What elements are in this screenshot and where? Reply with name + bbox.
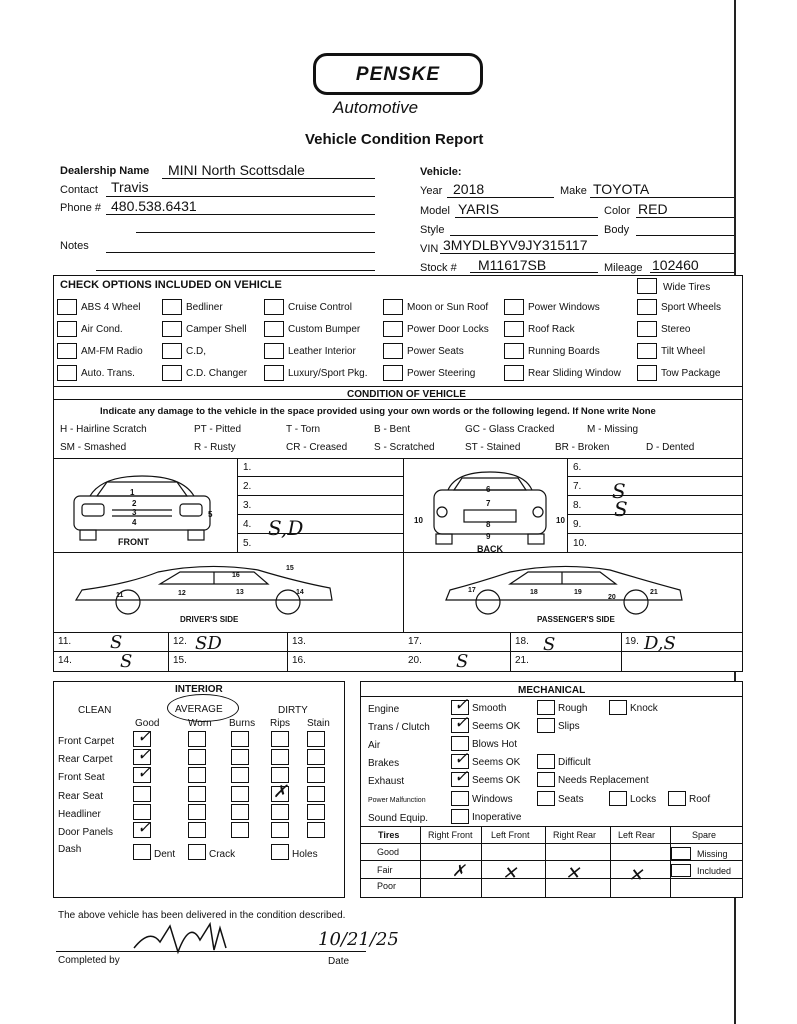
row-number: 15.	[173, 655, 187, 666]
legend-item: B - Bent	[374, 424, 411, 435]
model-value: YARIS	[458, 201, 499, 217]
row-number: 11.	[58, 636, 72, 647]
interior-checkbox[interactable]	[307, 749, 325, 765]
mech-checkbox[interactable]	[451, 791, 469, 806]
option-checkbox[interactable]	[383, 299, 403, 315]
interior-row-label: Front Carpet	[58, 736, 115, 747]
mech-checkbox[interactable]	[609, 700, 627, 715]
option-checkbox[interactable]	[504, 365, 524, 381]
mech-check-mark: ✓	[454, 767, 469, 787]
option-checkbox[interactable]	[264, 365, 284, 381]
option-label: Power Door Locks	[407, 324, 489, 335]
interior-checkbox[interactable]	[188, 804, 206, 820]
condition-instruction: Indicate any damage to the vehicle in the space provided using your own words or the following legend. If None write None	[100, 406, 656, 417]
entry-line	[567, 514, 743, 515]
row-number: 19.	[625, 636, 639, 647]
signature	[130, 918, 240, 958]
option-label: Rear Sliding Window	[528, 368, 621, 379]
interior-checkbox[interactable]	[231, 804, 249, 820]
interior-row-label: Headliner	[58, 809, 101, 820]
row-number: 16.	[292, 655, 306, 666]
mech-row-label: Sound Equip.	[368, 813, 429, 824]
interior-checkbox[interactable]	[188, 786, 206, 802]
option-label: ABS 4 Wheel	[81, 302, 141, 313]
style-label: Style	[420, 224, 445, 236]
vin-value: 3MYDLBYV9JY315117	[443, 237, 588, 253]
phone-label: Phone #	[60, 202, 101, 214]
mech-checkbox[interactable]	[537, 791, 555, 806]
notes-label: Notes	[60, 240, 89, 252]
legend-item: S - Scratched	[374, 442, 435, 453]
legend-item: R - Rusty	[194, 442, 236, 453]
entry-12: SD	[195, 633, 222, 654]
row-number: 18.	[515, 636, 529, 647]
mech-option: Smooth	[472, 703, 507, 714]
interior-checkbox[interactable]	[133, 786, 151, 802]
tire-row-label: Fair	[377, 865, 393, 875]
row-number: 17.	[408, 636, 422, 647]
interior-row-label: Rear Carpet	[58, 754, 113, 765]
option-checkbox[interactable]	[57, 365, 77, 381]
vin-label: VIN	[420, 243, 439, 255]
entry-19: D,S	[644, 633, 676, 654]
option-label: C.D. Changer	[186, 368, 248, 379]
line-number: 4.	[243, 519, 252, 530]
interior-checkbox[interactable]	[307, 822, 325, 838]
interior-checkbox[interactable]	[271, 749, 289, 765]
option-label: AM-FM Radio	[81, 346, 143, 357]
option-label: Power Windows	[528, 302, 600, 313]
model-label: Model	[420, 205, 450, 217]
interior-row-label: Front Seat	[58, 772, 105, 783]
legend-item: ST - Stained	[465, 442, 521, 453]
option-checkbox[interactable]	[504, 343, 524, 359]
option-label: Cruise Control	[288, 302, 352, 313]
row-number: 13.	[292, 636, 306, 647]
mech-option: Roof	[689, 794, 711, 805]
stock-label: Stock #	[420, 262, 457, 274]
mech-option: Rough	[558, 703, 588, 714]
phone-value: 480.538.6431	[111, 198, 197, 214]
option-label: Power Steering	[407, 368, 476, 379]
option-label: Luxury/Sport Pkg.	[288, 368, 368, 379]
dealership-value: MINI North Scottsdale	[168, 162, 305, 178]
option-checkbox[interactable]	[162, 343, 182, 359]
back-label: BACK	[477, 544, 503, 554]
diagram-number: 10	[414, 516, 423, 525]
mech-option: Seems OK	[472, 721, 521, 732]
diagram-number: 9	[486, 532, 491, 541]
option-label: Stereo	[661, 324, 691, 335]
mech-option: Locks	[630, 794, 657, 805]
mech-check-mark: ✓	[454, 713, 469, 733]
dash-option: Crack	[209, 849, 236, 860]
mech-checkbox[interactable]	[668, 791, 686, 806]
interior-checkbox[interactable]	[307, 804, 325, 820]
mech-row-label: Trans / Clutch	[368, 722, 430, 733]
mech-option: Seats	[558, 794, 584, 805]
delivery-statement: The above vehicle has been delivered in the condition described.	[58, 910, 346, 921]
stock-value: M11617SB	[478, 257, 547, 273]
interior-checkbox[interactable]	[188, 749, 206, 765]
spare-option: Missing	[697, 849, 728, 859]
mech-row-label: Brakes	[368, 758, 400, 769]
entry-4: S,D	[268, 516, 304, 540]
tire-row-label: Good	[377, 847, 400, 857]
interior-col-head: Good	[135, 718, 160, 729]
interior-checkbox[interactable]	[188, 822, 206, 838]
line-number: 9.	[573, 519, 582, 530]
diagram-number: 4	[132, 518, 137, 527]
logo-sub-brand: Automotive	[333, 98, 419, 117]
entry-line	[237, 514, 403, 515]
option-label: C.D,	[186, 346, 206, 357]
dash-checkbox[interactable]	[133, 844, 151, 860]
tire-row-label: Poor	[377, 881, 397, 891]
diagram-number: 11	[116, 592, 124, 599]
diagram-number: 10	[556, 516, 565, 525]
line-number: 1.	[243, 462, 252, 473]
date-value: 10/21/25	[318, 929, 399, 950]
interior-checkbox[interactable]	[188, 767, 206, 783]
option-label: Bedliner	[186, 302, 223, 313]
option-label: Custom Bumper	[288, 324, 361, 335]
interior-row-label: Door Panels	[58, 827, 114, 838]
mech-row-label: Engine	[368, 704, 400, 715]
options-heading: CHECK OPTIONS INCLUDED ON VEHICLE	[60, 279, 282, 291]
line-number: 10.	[573, 538, 587, 549]
option-checkbox[interactable]	[637, 365, 657, 381]
option-label: Roof Rack	[528, 324, 575, 335]
option-checkbox[interactable]	[383, 343, 403, 359]
dash-checkbox[interactable]	[271, 844, 289, 860]
passenger-side-label: PASSENGER'S SIDE	[537, 615, 615, 624]
mech-row-label: Air	[368, 740, 381, 751]
legend-item: BR - Broken	[555, 442, 610, 453]
option-checkbox[interactable]	[162, 321, 182, 337]
interior-col-head: Burns	[229, 718, 256, 729]
option-checkbox[interactable]	[264, 299, 284, 315]
line-number: 2.	[243, 481, 252, 492]
mech-option: Knock	[630, 703, 658, 714]
check-mark: ✓	[137, 763, 152, 783]
option-label: Auto. Trans.	[81, 368, 135, 379]
mech-checkbox[interactable]	[537, 700, 555, 715]
option-checkbox[interactable]	[162, 365, 182, 381]
option-label: Camper Shell	[186, 324, 247, 335]
diagram-number: 6	[486, 485, 491, 494]
entry-18: S	[543, 634, 556, 655]
dash-option: Holes	[292, 849, 318, 860]
row-number: 14.	[58, 655, 72, 666]
logo-brand: PENSKE	[355, 64, 441, 85]
option-label: Tilt Wheel	[661, 346, 706, 357]
option-checkbox[interactable]	[57, 321, 77, 337]
page-title: Vehicle Condition Report	[305, 131, 484, 148]
check-mark: ✓	[137, 745, 152, 765]
interior-checkbox[interactable]	[231, 786, 249, 802]
wide-tires-checkbox[interactable]	[637, 278, 657, 294]
diagram-number: 19	[574, 589, 582, 596]
interior-col-head: Rips	[270, 718, 291, 729]
driver-side-label: DRIVER'S SIDE	[180, 615, 239, 624]
color-value: RED	[638, 201, 668, 217]
interior-checkbox[interactable]	[188, 731, 206, 747]
body-label: Body	[604, 224, 630, 236]
interior-checkbox[interactable]	[271, 731, 289, 747]
option-label: Leather Interior	[288, 346, 356, 357]
tire-col-head: Tires	[378, 830, 400, 840]
interior-col-head: Stain	[307, 718, 330, 729]
option-checkbox[interactable]	[504, 299, 524, 315]
mech-checkbox[interactable]	[609, 791, 627, 806]
entry-line	[567, 476, 743, 477]
legend-item: M - Missing	[587, 424, 639, 435]
mileage-label: Mileage	[604, 262, 643, 274]
option-label: Sport Wheels	[661, 302, 722, 313]
diagram-number: 3	[132, 508, 137, 517]
entry-14: S	[120, 651, 133, 672]
interior-dirty: DIRTY	[278, 705, 308, 716]
diagram-number: 21	[650, 589, 658, 596]
diagram-number: 12	[178, 590, 186, 597]
mech-check-mark: ✓	[454, 749, 469, 769]
diagram-number: 15	[286, 565, 294, 572]
row-number: 21.	[515, 655, 529, 666]
option-label: Tow Package	[661, 368, 721, 379]
diagram-number: 14	[296, 589, 304, 596]
option-checkbox[interactable]	[504, 321, 524, 337]
mech-checkbox[interactable]	[537, 754, 555, 769]
interior-row-label: Rear Seat	[58, 791, 104, 802]
entry-line	[237, 495, 403, 496]
interior-checkbox[interactable]	[307, 786, 325, 802]
diagram-number: 16	[232, 572, 240, 579]
legend-item: SM - Smashed	[60, 442, 127, 453]
mechanical-heading: MECHANICAL	[518, 685, 586, 696]
diagram-number: 8	[486, 520, 491, 529]
option-checkbox[interactable]	[383, 321, 403, 337]
entry-7: S	[612, 479, 626, 503]
entry-11: S	[110, 632, 123, 653]
legend-item: PT - Pitted	[194, 424, 242, 435]
diagram-number: 20	[608, 594, 616, 601]
mileage-value: 102460	[652, 257, 699, 273]
option-checkbox[interactable]	[57, 299, 77, 315]
tire-col-head: Left Rear	[618, 830, 656, 840]
legend-item: CR - Creased	[286, 442, 348, 453]
year-label: Year	[420, 185, 443, 197]
mech-row-label: Power Malfunction	[368, 797, 426, 804]
color-label: Color	[604, 205, 631, 217]
date-label: Date	[328, 956, 350, 967]
entry-line	[567, 533, 743, 534]
option-label: Air Cond.	[81, 324, 123, 335]
interior-clean: CLEAN	[78, 705, 112, 716]
diagram-number: 1	[130, 488, 135, 497]
line-number: 7.	[573, 481, 582, 492]
option-label: Running Boards	[528, 346, 600, 357]
spare-option: Included	[697, 866, 732, 876]
line-number: 8.	[573, 500, 582, 511]
tire-col-head: Right Rear	[553, 830, 597, 840]
option-checkbox[interactable]	[264, 321, 284, 337]
option-checkbox[interactable]	[162, 299, 182, 315]
rip-mark: ✗	[273, 782, 288, 802]
spare-included-checkbox[interactable]	[671, 864, 691, 877]
completed-by-label: Completed by	[58, 955, 120, 966]
entry-line	[237, 476, 403, 477]
interior-checkbox[interactable]	[231, 731, 249, 747]
front-label: FRONT	[118, 537, 149, 547]
dealership-label: Dealership Name	[60, 165, 150, 177]
entry-8: S	[614, 497, 628, 521]
option-checkbox[interactable]	[637, 343, 657, 359]
tire-col-head: Spare	[692, 830, 717, 840]
entry-line	[237, 533, 403, 534]
option-label: Moon or Sun Roof	[407, 302, 489, 313]
dash-label: Dash	[58, 844, 82, 855]
make-label: Make	[560, 185, 587, 197]
interior-checkbox[interactable]	[271, 822, 289, 838]
vehicle-label: Vehicle:	[420, 166, 462, 178]
mech-option: Blows Hot	[472, 739, 518, 750]
option-checkbox[interactable]	[57, 343, 77, 359]
interior-checkbox[interactable]	[231, 767, 249, 783]
contact-value: Travis	[111, 179, 149, 195]
mech-row-label: Exhaust	[368, 776, 405, 787]
mech-checkbox[interactable]	[537, 772, 555, 787]
line-number: 3.	[243, 500, 252, 511]
interior-checkbox[interactable]	[271, 804, 289, 820]
line-number: 6.	[573, 462, 582, 473]
entry-line	[567, 495, 743, 496]
penske-logo	[313, 53, 483, 95]
option-label: Power Seats	[407, 346, 464, 357]
legend-item: T - Torn	[286, 424, 321, 435]
diagram-number: 2	[132, 499, 137, 508]
diagram-number: 13	[236, 589, 244, 596]
tire-col-head: Right Front	[428, 830, 473, 840]
legend-item: D - Dented	[646, 442, 695, 453]
year-value: 2018	[453, 181, 485, 197]
row-number: 12.	[173, 636, 187, 647]
interior-heading: INTERIOR	[175, 684, 223, 695]
interior-average: AVERAGE	[175, 704, 223, 715]
diagram-number: 5	[208, 510, 213, 519]
entry-20: S	[456, 651, 469, 672]
line-number: 5.	[243, 538, 252, 549]
diagram-number: 17	[468, 587, 476, 594]
option-checkbox[interactable]	[264, 343, 284, 359]
mech-option: Difficult	[558, 757, 591, 768]
mech-option: Seems OK	[472, 757, 521, 768]
contact-label: Contact	[60, 184, 98, 196]
mech-checkbox[interactable]	[451, 809, 469, 824]
option-checkbox[interactable]	[383, 365, 403, 381]
diagram-number: 7	[486, 499, 491, 508]
wide-tires-label: Wide Tires	[663, 282, 711, 293]
interior-checkbox[interactable]	[231, 749, 249, 765]
diagram-number: 18	[530, 589, 538, 596]
interior-checkbox[interactable]	[307, 731, 325, 747]
mech-option: Needs Replacement	[558, 775, 649, 786]
interior-checkbox[interactable]	[231, 822, 249, 838]
spare-missing-checkbox[interactable]	[671, 847, 691, 860]
mech-option: Slips	[558, 721, 580, 732]
condition-heading: CONDITION OF VEHICLE	[347, 389, 466, 400]
mech-option: Seems OK	[472, 775, 521, 786]
option-checkbox[interactable]	[637, 321, 657, 337]
check-mark: ✓	[137, 818, 152, 838]
make-value: TOYOTA	[593, 181, 650, 197]
row-number: 20.	[408, 655, 422, 666]
option-checkbox[interactable]	[637, 299, 657, 315]
dash-option: Dent	[154, 849, 176, 860]
tire-col-head: Left Front	[491, 830, 530, 840]
legend-item: GC - Glass Cracked	[465, 424, 555, 435]
mech-option: Windows	[472, 794, 513, 805]
interior-col-head: Worn	[188, 718, 212, 729]
legend-item: H - Hairline Scratch	[60, 424, 147, 435]
mech-checkbox[interactable]	[537, 718, 555, 733]
dash-checkbox[interactable]	[188, 844, 206, 860]
interior-checkbox[interactable]	[307, 767, 325, 783]
mech-option: Inoperative	[472, 812, 522, 823]
mech-check-mark: ✓	[454, 695, 469, 715]
check-mark: ✓	[137, 727, 152, 747]
interior-checkbox[interactable]	[271, 767, 289, 783]
